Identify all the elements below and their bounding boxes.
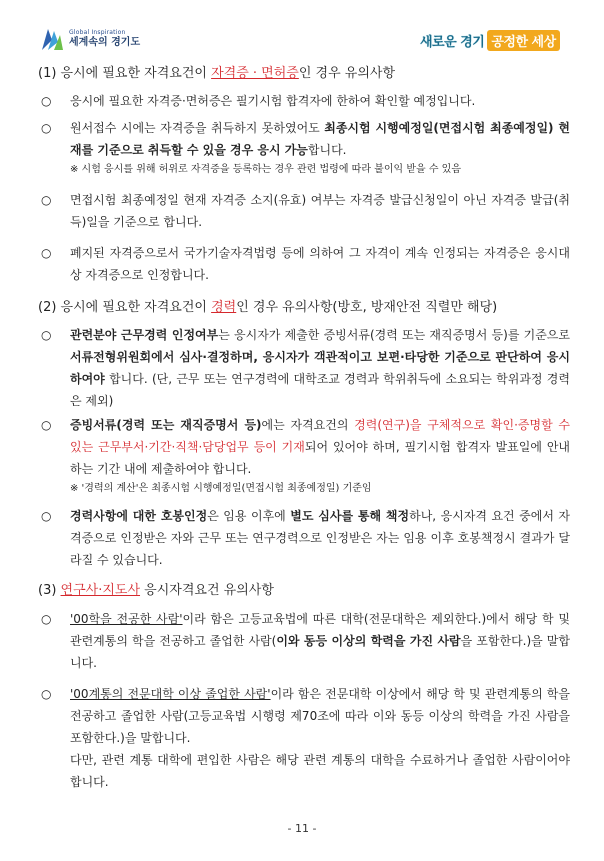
slogan — [420, 30, 560, 51]
section-2-highlight: 경력 — [211, 300, 237, 315]
bullet-icon: ○ — [41, 687, 52, 701]
logo-name: 세계속의 경기도 — [69, 37, 141, 48]
list-item: ○ 원서접수 시에는 자격증을 취득하지 못하였어도 최종시험 시행예정일(면접시험 최종예정일) 현재를 기준으로 취득할 수 있을 경우 응시 가능합니다. ※ 시험 응시를 위해 허위로 자격증을 등록하는 경우 관련 법령에 따라 불이익 받을 수 있음 — [38, 117, 570, 179]
note: ※ '경력의 계산'은 최종시험 시행예정일(면접시험 최종예정일) 기준임 — [70, 483, 372, 494]
bullet-icon: ○ — [41, 121, 52, 135]
bullet-icon: ○ — [41, 418, 52, 432]
list-item: ○ '00계통의 전문대학 이상 졸업한 사람'이라 함은 전문대학 이상에서 해당 학 및 관련계통의 학을 전공하고 졸업한 사람(고등교육법 시행령 제70조에 따라 이와 동등 이상의 학력을 가진 사람을 포함한다.)을 말합니다. 다만, 관련 계통 대학에 편입한 사람은 해당 관련 계통의 대학을 수료하거나 졸업한 사람이어야 합니다. — [38, 683, 570, 793]
list-item: ○ 경력사항에 대한 호봉인정은 임용 이후에 별도 심사를 통해 책정하나, 응시자격 요건 중에서 자격증으로 인정받은 자와 근무 또는 연구경력으로 인정받은 자는 임용 이후 호봉책정시 결과가 달라질 수 있습니다. — [38, 505, 570, 571]
page-header — [0, 0, 604, 60]
list-item: ○ '00학을 전공한 사람'이라 함은 고등교육법에 따른 대학(전문대학은 제외한다.)에서 해당 학 및 관련계통의 학을 전공하고 졸업한 사람(이와 동등 이상의 학력을 가진 사람을 포함한다.)을 말합니다. — [38, 608, 570, 674]
list-item: ○ 폐지된 자격증으로서 국가기술자격법령 등에 의하여 그 자격이 계속 인정되는 자격증은 응시대상 자격증으로 인정합니다. — [38, 242, 570, 286]
list-item: ○ 관련분야 근무경력 인정여부는 응시자가 제출한 증빙서류(경력 또는 재직증명서 등)를 기준으로 서류전형위원회에서 심사·결정하며, 응시자가 객관적이고 보편·타당한 기준으로 판단하여 응시하여야 합니다. (단, 근무 또는 연구경력에 대학조교 경력과 학위취득에 소요되는 학위과정 경력은 제외) — [38, 324, 570, 412]
list-item: ○ 응시에 필요한 자격증·면허증은 필기시험 합격자에 한하여 확인할 예정입니다. — [38, 90, 570, 112]
logo-tagline: Global Inspiration — [69, 29, 126, 36]
page-number: - 11 - — [287, 822, 317, 835]
slogan-fair-world: 공정한 세상 — [487, 30, 559, 51]
note: ※ 시험 응시를 위해 허위로 자격증을 등록하는 경우 관련 법령에 따라 불이익 받을 수 있음 — [70, 164, 461, 175]
section-1-highlight: 자격증 · 면허증 — [211, 66, 299, 81]
bullet-icon: ○ — [41, 509, 52, 523]
bullet-icon: ○ — [41, 94, 52, 108]
list-item: ○ 증빙서류(경력 또는 재직증명서 등)에는 자격요건의 경력(연구)을 구체적으로 확인·증명할 수 있는 근무부서·기간·직책·담당업무 등이 기재되어 있어야 하며, 필기시험 합격자 발표일에 안내하는 기간 내에 제출하여야 합니다. ※ '경력의 계산'은 최종시험 시행예정일(면접시험 최종예정일) 기준임 — [38, 414, 570, 498]
section-2-title: (2) 응시에 필요한 자격요건이 경력인 경우 유의사항(방호, 방재안전 직렬만 해당) — [38, 300, 498, 315]
bullet-icon: ○ — [41, 246, 52, 260]
section-3-highlight: 연구사·지도사 — [60, 583, 141, 598]
bullet-icon: ○ — [41, 328, 52, 342]
bullet-icon: ○ — [41, 193, 52, 207]
gyeonggi-emblem-icon — [40, 26, 64, 52]
slogan-new-gyeonggi: 새로운 경기 — [420, 35, 485, 50]
bullet-icon: ○ — [41, 612, 52, 626]
section-3-title: (3) 연구사·지도사 응시자격요건 유의사항 — [38, 583, 274, 598]
section-1-title: (1) 응시에 필요한 자격요건이 자격증 · 면허증인 경우 유의사항 — [38, 66, 396, 81]
gyeonggi-logo — [40, 26, 140, 52]
list-item: ○ 면접시험 최종예정일 현재 자격증 소지(유효) 여부는 자격증 발급신청일이 아닌 자격증 발급(취득)일을 기준으로 합니다. — [38, 189, 570, 233]
